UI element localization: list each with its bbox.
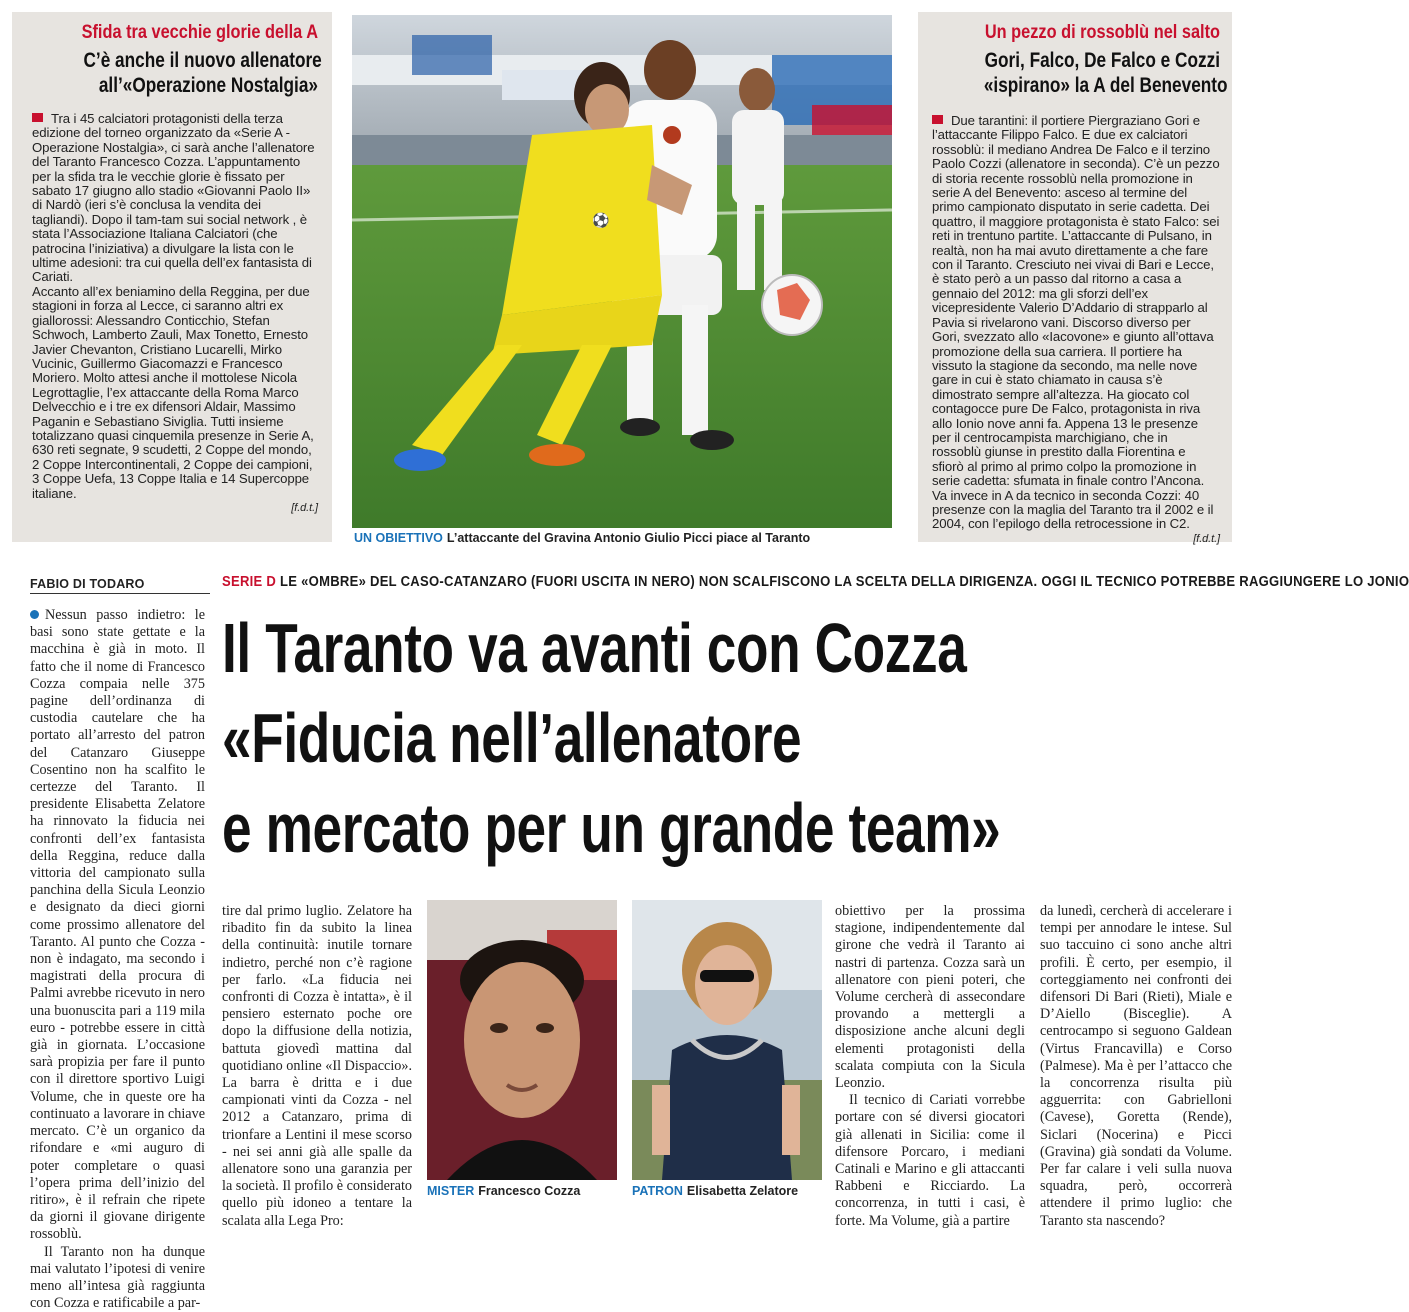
bullet-square-icon <box>32 113 43 122</box>
football-players-illustration <box>352 15 892 528</box>
article-paragraph: obiettivo per la prossima stagione, indipendentemente dal girone che vedrà il Taranto ai nastri di partenza. Cozza sarà un allenatore con pieni poteri, che Volume cercherà di assecondare provando a mettergli a disposizione anche alcuni degli elementi protagonisti della scalata compiuta con la Sicula Leonzio. <box>835 903 1025 1092</box>
photo-caption <box>632 1184 798 1198</box>
byline: FABIO DI TODARO <box>30 577 210 594</box>
article-column-4 <box>1040 903 1232 1230</box>
caption-text: Francesco Cozza <box>478 1184 581 1198</box>
article-paragraph: da lunedì, cercherà di accelerare i tempi per annodare le intese. Sul suo taccuino ci sono anche altri profili. È certo, per esempio, il corteggiamento nei confronti dei difensori Di Bari (Rieti), Miale e D’Aiello (Bisceglie). A centrocampo si seguono Galdean (Virtus Francavilla) e Corso (Palmese). Ma è per l’attacco che la concorrenza risulta più agguerrita: con Gabrielloni (Cavese), Goretta (Rende), Siclari (Nocerina) e Picci (Gravina) già sondati da Volume. Per far calare i veli sulla nuova squadra, però, occorrerà attendere il primo luglio: che Taranto sta nascendo? <box>1040 903 1232 1229</box>
kicker-text: LE «OMBRE» DEL CASO-CATANZARO (FUORI USCITA IN NERO) NON SCALFISCONO LA SCELTA DELLA DIRIGENZA. OGGI IL TECNICO POTREBBE RAGGIUNGERE LO JONIO <box>280 574 1409 590</box>
caption-text: Elisabetta Zelatore <box>686 1184 799 1198</box>
sidebar-title-line: Gori, Falco, De Falco e Cozzi <box>984 49 1220 72</box>
article-paragraph: tire dal primo luglio. Zelatore ha ribadito fin da subito la linea della continuità: inutile tornare indietro, perché non c’è ragione per farlo. «La fiducia nei confronti di Cozza è intatta», è il pensiero esternato poche ore dopo la diffusione della notizia, battuta giovedì mattina dal quotidiano online «Il Dispaccio». La barra è dritta e i due campionati vinti da Cozza - nel 2012 a Catanzaro, prima di trionfare a Lentini il mese scorso - nei sei anni già alle spalle da allenatore sono una garanzia per la società. Il profilo è considerato quello più idoneo a tentare la scalata alla Lega Pro: <box>222 903 412 1229</box>
kicker-section: SERIE D <box>222 574 277 590</box>
sidebar-box-left <box>12 12 332 542</box>
photo-caption <box>354 531 810 545</box>
caption-lead: PATRON <box>632 1184 683 1198</box>
sidebar-title-line: C’è anche il nuovo allenatore <box>83 49 322 72</box>
sidebar-paragraph: Tra i 45 calciatori protagonisti della terza edizione del torneo organizzato da «Serie A - Operazione Nostalgia», ci sarà anche l’allenatore del Taranto Francesco Cozza. L’appuntamento per la sfida tra le vecchie glorie è fissato per sabato 17 giugno allo stadio «Giovanni Paolo II» di Nardò (ieri s’è conclusa la vendita dei tagliandi). Dopo il tam-tam sui social network , è stata l’Associazione Italiana Calciatori (che patrocina l’iniziativa) a divulgare la lista con le ultime adesioni: tra cui quella dell’ex fantasista di Cariati. <box>32 111 315 285</box>
caption-lead: UN OBIETTIVO <box>354 531 443 545</box>
portrait-cozza-illustration <box>427 900 617 1180</box>
headline-line: e mercato per un grande team» <box>222 789 1001 867</box>
portrait-zelatore-illustration <box>632 900 822 1180</box>
article-column-2 <box>222 903 412 1230</box>
article-kicker <box>222 574 1409 590</box>
sidebar-box-right <box>918 12 1232 545</box>
bullet-square-icon <box>932 115 943 124</box>
article-paragraph: Il Taranto non ha dunque mai valutato l’ipotesi di venire meno all’intesa già raggiunta con Cozza e ratificabile a par- <box>30 1243 205 1312</box>
sidebar-title-line: all’«Operazione Nostalgia» <box>98 74 318 97</box>
article-column-3 <box>835 903 1025 1230</box>
svg-text:⚽: ⚽ <box>592 212 610 228</box>
photo-francesco-cozza <box>427 900 617 1180</box>
photo-football-action <box>352 15 892 528</box>
article-paragraph: Nessun passo indietro: le basi sono state gettate e la macchina è già in moto. Il fatto che il nome di Francesco Cozza compaia nelle 375 pagine dell’ordinanza di custodia cautelare che ha portato all’arresto del patron del Catanzaro Giuseppe Cosentino non ha scalfito le certezze del Taranto. Il presidente Elisabetta Zelatore ha rinnovato la fiducia nei confronti dell’ex fantasista della Reggina, reduce dalla vittoria del campionato sulla panchina della Sicula Leonzio e designato da dieci giorni come prossimo allenatore del Taranto. Al punto che Cozza - non è indagato, ma secondo i magistrati della procura di Palmi avrebbe ricevuto in nero una buonuscita pari a 119 mila euro - potrebbe essere in città già in giornata. L’occasione sarà propizia per fare il punto con il direttore sportivo Luigi Volume, che in queste ore ha continuato a lavorare in chiave mercato. C’è un organico da rifondare e «mi auguro di poter completare o quasi l’opera prima dell’inizio del ritiro», è il refrain che ripete da giorni il giovane dirigente rossoblù. <box>30 607 205 1243</box>
sidebar-paragraph: Due tarantini: il portiere Piergraziano Gori e l’attaccante Filippo Falco. E due ex calciatori rossoblù: il mediano Andrea De Falco e il terzino Paolo Cozzi (allenatore in seconda). C’è un pezzo di storia recente rossoblù nella promozione in serie A del Benevento: asceso al termine del primo campionato disputato in serie cadetta. Dei quattro, il maggiore protagonista è stato Falco: sei reti in trentuno partite. L’attaccante di Pulsano, in realtà, non ha mai avuto direttamente a che fare con il Taranto. Cresciuto nei vivai di Bari e Lecce, è stato però a un passo dal ritorno a casa a gennaio del 2012: ma gli sforzi dell’ex vicepresidente Valerio D’Addario di strapparlo al Pavia si rivelarono vani. Discorso diverso per Gori, svezzato allo «Iacovone» e giunto all’ottava promozione della sua carriera. Il portiere ha vissuto la stagione da secondo, ma nelle nove gare in cui è stato chiamato in causa s’è dimostrato sempre all’altezza. Ha giocato col contagocce pure De Falco, protagonista in riva allo Ionio nove anni fa. Appena 13 le presenze per il centrocampista marchigiano, che in rossoblù giunse in prestito dalla Fiorentina e sfiorò al primo al primo colpo la promozione in serie cadetta: sfumata in finale contro l’Ancona. Va invece in A da tecnico in seconda Cozzi: 40 presenze con la maglia del Taranto tra il 2002 e il 2004, con l’epilogo della retrocessione in C2. <box>932 113 1220 532</box>
bullet-dot-icon <box>30 610 39 619</box>
signature: [f.d.t.] <box>291 501 318 514</box>
sidebar-body <box>932 114 1220 546</box>
caption-lead: MISTER <box>427 1184 475 1198</box>
sidebar-paragraph: Accanto all’ex beniamino della Reggina, per due stagioni in forza al Lecce, ci saranno altri ex giallorossi: Alessandro Conticchio, Stefan Schwoch, Lamberto Zauli, Max Tonetto, Ernesto Javier Chevanton, Cristiano Lucarelli, Mirko Vucinic, Guillermo Giacomazzi e Francesco Moriero. Molto attesi anche il mottolese Nicola Legrottaglie, l’ex attaccante della Roma Marco Delvecchio e i tre ex difensori Aldair, Massimo Paganin e Sebastiano Siviglia. Tutti insieme totalizzano quasi cinquemila presenze in Serie A, 630 reti segnate, 9 scudetti, 2 Coppe del mondo, 2 Coppe Intercontinentali, 2 Coppe dei campioni, 3 Coppe Uefa, 13 Coppe Italia e 14 Supercoppe italiane. <box>32 283 314 501</box>
photo-elisabetta-zelatore <box>632 900 822 1180</box>
article-paragraph: Il tecnico di Cariati vorrebbe portare con sé diversi giocatori già allenati in Sicilia: come il difensore Porcaro, i mediani Catinali e Marino e gli attaccanti Rabbeni e Ricciardo. La concorrenza, in tutti i casi, è forte. Ma Volume, già a partire <box>835 1092 1025 1229</box>
sidebar-kicker: Un pezzo di rossoblù nel salto <box>984 22 1220 43</box>
caption-text: L’attaccante del Gravina Antonio Giulio Picci piace al Taranto <box>446 531 811 545</box>
signature: [f.d.t.] <box>1193 532 1220 545</box>
sidebar-title-line: «ispirano» la A del Benevento <box>983 74 1228 97</box>
sidebar-body <box>32 112 318 515</box>
sidebar-kicker: Sfida tra vecchie glorie della A <box>81 22 318 43</box>
headline-line: «Fiducia nell’allenatore <box>222 699 802 777</box>
photo-caption <box>427 1184 580 1198</box>
headline-line: Il Taranto va avanti con Cozza <box>222 609 967 687</box>
article-column-1 <box>30 607 205 1312</box>
